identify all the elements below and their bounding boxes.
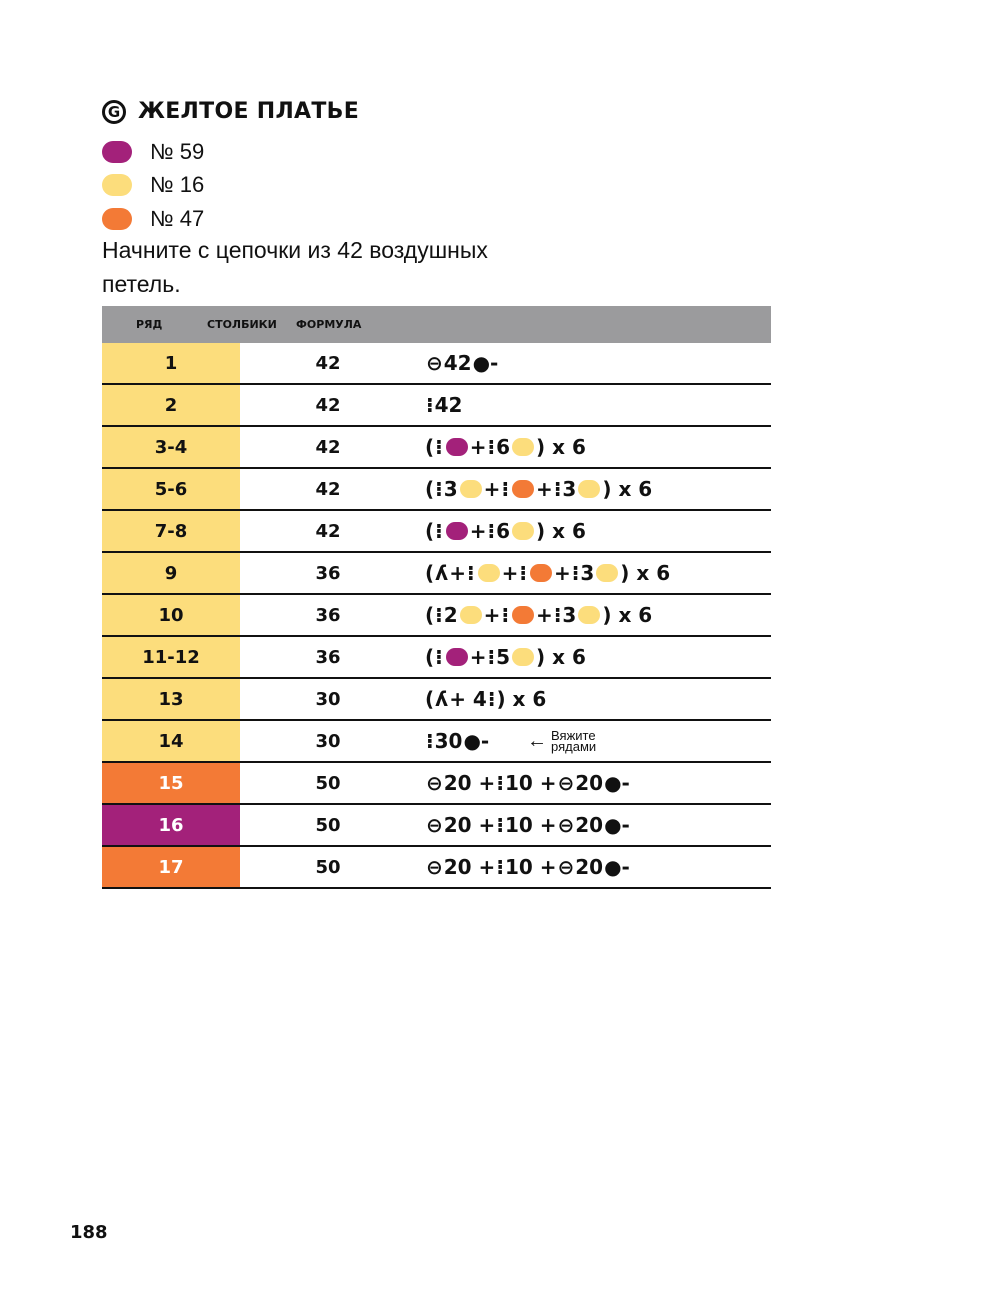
pattern-title: ЖЕЛТОЕ ПЛАТЬЕ <box>138 99 360 124</box>
page-number: 188 <box>70 1222 108 1243</box>
row-number-cell: 1 <box>102 343 240 383</box>
intro-text: Начните с цепочки из 42 воздушных петель. <box>102 237 488 297</box>
stitch-symbol-icon: ⊖ <box>557 855 575 879</box>
formula-text: 10 + <box>504 813 557 837</box>
yarn-color-chip <box>512 648 534 666</box>
stitch-count-cell: 42 <box>315 520 341 542</box>
row-number-cell: 9 <box>102 553 240 593</box>
table-row <box>102 721 771 763</box>
stitch-symbol-icon: ⁝ <box>519 561 527 585</box>
formula-text: 3 <box>562 603 577 627</box>
yarn-color-chip <box>460 480 482 498</box>
formula-text: + <box>469 645 487 669</box>
stitch-symbol-icon: ⁝ <box>426 729 434 753</box>
formula-text: + <box>483 603 501 627</box>
stitch-count-cell: 36 <box>315 646 341 668</box>
formula-cell <box>425 477 652 501</box>
header-stitches: СТОЛБИКИ <box>207 318 277 331</box>
yarn-color-chip <box>460 606 482 624</box>
yarn-number: № 16 <box>150 172 205 197</box>
stitch-count-cell: 42 <box>315 436 341 458</box>
formula-text: ( <box>425 561 435 585</box>
formula-text: 20 <box>575 855 604 879</box>
stitch-symbol-icon: ⁝ <box>553 603 562 627</box>
yarn-color-chip <box>578 480 600 498</box>
yarn-color-chip <box>512 606 534 624</box>
formula-text: 10 + <box>504 771 557 795</box>
formula-text: + <box>469 435 487 459</box>
stitch-count-cell: 36 <box>315 604 341 626</box>
stitch-symbol-icon: ⁝ <box>496 855 504 879</box>
yarn-color-chip <box>530 564 552 582</box>
table-row <box>102 469 771 511</box>
yarn-color-chip <box>446 438 468 456</box>
formula-text: 42 <box>434 393 463 417</box>
stitch-symbol-icon: ʎ <box>435 687 449 711</box>
row-number-cell: 17 <box>102 847 240 887</box>
formula-text: ( <box>425 519 435 543</box>
row-number-cell: 2 <box>102 385 240 425</box>
yarn-number: № 59 <box>150 139 205 164</box>
yarn-color-chip <box>446 648 468 666</box>
formula-cell <box>425 351 499 375</box>
table-header <box>102 306 771 343</box>
stitch-symbol-icon: ⁝ <box>487 519 496 543</box>
table-row <box>102 343 771 385</box>
formula-cell <box>425 729 490 753</box>
row-number-cell: 11-12 <box>102 637 240 677</box>
header-formula: ФОРМУЛА <box>296 318 362 331</box>
table-row <box>102 385 771 427</box>
table-row <box>102 847 771 889</box>
stitch-count-cell: 30 <box>315 730 341 752</box>
table-row <box>102 805 771 847</box>
formula-cell <box>425 771 631 795</box>
formula-cell <box>425 687 546 711</box>
formula-text: 20 + <box>443 855 496 879</box>
formula-text: ) x 6 <box>496 687 547 711</box>
stitch-count-cell: 42 <box>315 394 341 416</box>
stitch-symbol-icon: ⁝ <box>426 393 434 417</box>
row-number-cell: 13 <box>102 679 240 719</box>
formula-text: 10 + <box>504 855 557 879</box>
formula-text: + 4 <box>449 687 487 711</box>
yarn-legend-item <box>102 139 204 165</box>
stitch-symbol-icon: ●- <box>472 351 499 375</box>
stitch-symbol-icon: ⁝ <box>553 477 562 501</box>
formula-cell <box>425 561 670 585</box>
formula-text: 3 <box>443 477 458 501</box>
stitch-symbol-icon: ⁝ <box>571 561 580 585</box>
formula-text: + <box>536 603 553 627</box>
stitch-symbol-icon: ⊖ <box>557 771 575 795</box>
formula-text: ) x 6 <box>620 561 671 585</box>
row-note <box>527 730 611 753</box>
formula-text: 5 <box>496 645 511 669</box>
stitch-symbol-icon: ⁝ <box>496 771 504 795</box>
formula-text: 6 <box>496 435 511 459</box>
stitch-symbol-icon: ●- <box>604 855 630 879</box>
row-number-cell: 16 <box>102 805 240 845</box>
yarn-color-chip <box>512 480 534 498</box>
yarn-color-swatch <box>102 208 132 230</box>
stitch-symbol-icon: ⊖ <box>426 855 443 879</box>
stitch-symbol-icon: ʎ <box>435 561 449 585</box>
stitch-symbol-icon: ⁝ <box>435 519 443 543</box>
table-row <box>102 679 771 721</box>
stitch-symbol-icon: ⁝ <box>496 813 504 837</box>
formula-text: + <box>553 561 571 585</box>
stitch-symbol-icon: ●- <box>604 813 630 837</box>
formula-cell <box>425 519 586 543</box>
stitch-count-cell: 36 <box>315 562 341 584</box>
formula-text: ( <box>425 603 435 627</box>
note-text: Вяжите рядами <box>551 728 597 754</box>
stitch-symbol-icon: ⁝ <box>487 645 496 669</box>
formula-text: 20 <box>575 813 604 837</box>
stitch-count-cell: 42 <box>315 352 341 374</box>
stitch-symbol-icon: ⊖ <box>426 771 443 795</box>
formula-text: + <box>483 477 501 501</box>
formula-text: ) x 6 <box>536 645 586 669</box>
table-row <box>102 637 771 679</box>
stitch-symbol-icon: ⁝ <box>501 603 510 627</box>
formula-text: 6 <box>496 519 511 543</box>
formula-cell <box>425 645 586 669</box>
row-number-cell: 15 <box>102 763 240 803</box>
row-number-cell: 5-6 <box>102 469 240 509</box>
table-body <box>102 343 771 889</box>
formula-text: ( <box>425 435 435 459</box>
formula-text: ( <box>425 645 435 669</box>
formula-cell <box>425 855 631 879</box>
formula-text: 2 <box>443 603 458 627</box>
stitch-symbol-icon: ⊖ <box>557 813 575 837</box>
row-number-cell: 7-8 <box>102 511 240 551</box>
stitch-symbol-icon: ●- <box>463 729 490 753</box>
formula-text: ( <box>425 687 435 711</box>
formula-text: + <box>469 519 487 543</box>
formula-text: 3 <box>580 561 595 585</box>
formula-text: ( <box>425 477 435 501</box>
section-letter-badge: G <box>102 100 126 124</box>
formula-text: 20 + <box>443 813 496 837</box>
pattern-table <box>102 306 771 889</box>
row-number-cell: 3-4 <box>102 427 240 467</box>
pattern-title-row <box>102 99 359 124</box>
stitch-symbol-icon: ⁝ <box>435 435 443 459</box>
table-row <box>102 553 771 595</box>
yarn-color-swatch <box>102 141 132 163</box>
formula-text: 42 <box>443 351 472 375</box>
row-number-cell: 10 <box>102 595 240 635</box>
stitch-symbol-icon: ⊖ <box>426 351 443 375</box>
formula-cell <box>425 393 462 417</box>
stitch-symbol-icon: ●- <box>604 771 630 795</box>
header-row: РЯД <box>136 318 163 331</box>
formula-text: + <box>449 561 466 585</box>
table-row <box>102 511 771 553</box>
formula-cell <box>425 813 631 837</box>
formula-text: 3 <box>562 477 577 501</box>
stitch-symbol-icon: ⁝ <box>435 645 443 669</box>
stitch-count-cell: 50 <box>315 856 341 878</box>
formula-cell <box>425 435 586 459</box>
formula-cell <box>425 603 652 627</box>
arrow-left-icon: ← <box>527 729 547 752</box>
yarn-legend-item <box>102 172 204 198</box>
yarn-legend-item <box>102 206 204 232</box>
stitch-count-cell: 42 <box>315 478 341 500</box>
stitch-count-cell: 50 <box>315 772 341 794</box>
formula-text: 30 <box>434 729 463 753</box>
stitch-symbol-icon: ⁝ <box>487 687 496 711</box>
table-row <box>102 595 771 637</box>
formula-text: 20 + <box>443 771 496 795</box>
row-number-cell: 14 <box>102 721 240 761</box>
stitch-symbol-icon: ⊖ <box>426 813 443 837</box>
formula-text: 20 <box>575 771 604 795</box>
table-row <box>102 763 771 805</box>
yarn-color-chip <box>596 564 618 582</box>
formula-text: ) x 6 <box>602 477 653 501</box>
stitch-symbol-icon: ⁝ <box>435 603 443 627</box>
formula-text: + <box>536 477 553 501</box>
yarn-color-chip <box>478 564 500 582</box>
table-row <box>102 427 771 469</box>
stitch-symbol-icon: ⁝ <box>435 477 443 501</box>
stitch-symbol-icon: ⁝ <box>501 477 510 501</box>
yarn-color-swatch <box>102 174 132 196</box>
yarn-color-chip <box>446 522 468 540</box>
yarn-color-chip <box>578 606 600 624</box>
yarn-color-chip <box>512 438 534 456</box>
formula-text: ) x 6 <box>602 603 653 627</box>
yarn-number: № 47 <box>150 206 205 231</box>
stitch-count-cell: 30 <box>315 688 341 710</box>
yarn-color-chip <box>512 522 534 540</box>
stitch-symbol-icon: ⁝ <box>466 561 475 585</box>
formula-text: ) x 6 <box>536 519 586 543</box>
stitch-count-cell: 50 <box>315 814 341 836</box>
stitch-symbol-icon: ⁝ <box>487 435 496 459</box>
formula-text: + <box>501 561 519 585</box>
formula-text: ) x 6 <box>536 435 586 459</box>
